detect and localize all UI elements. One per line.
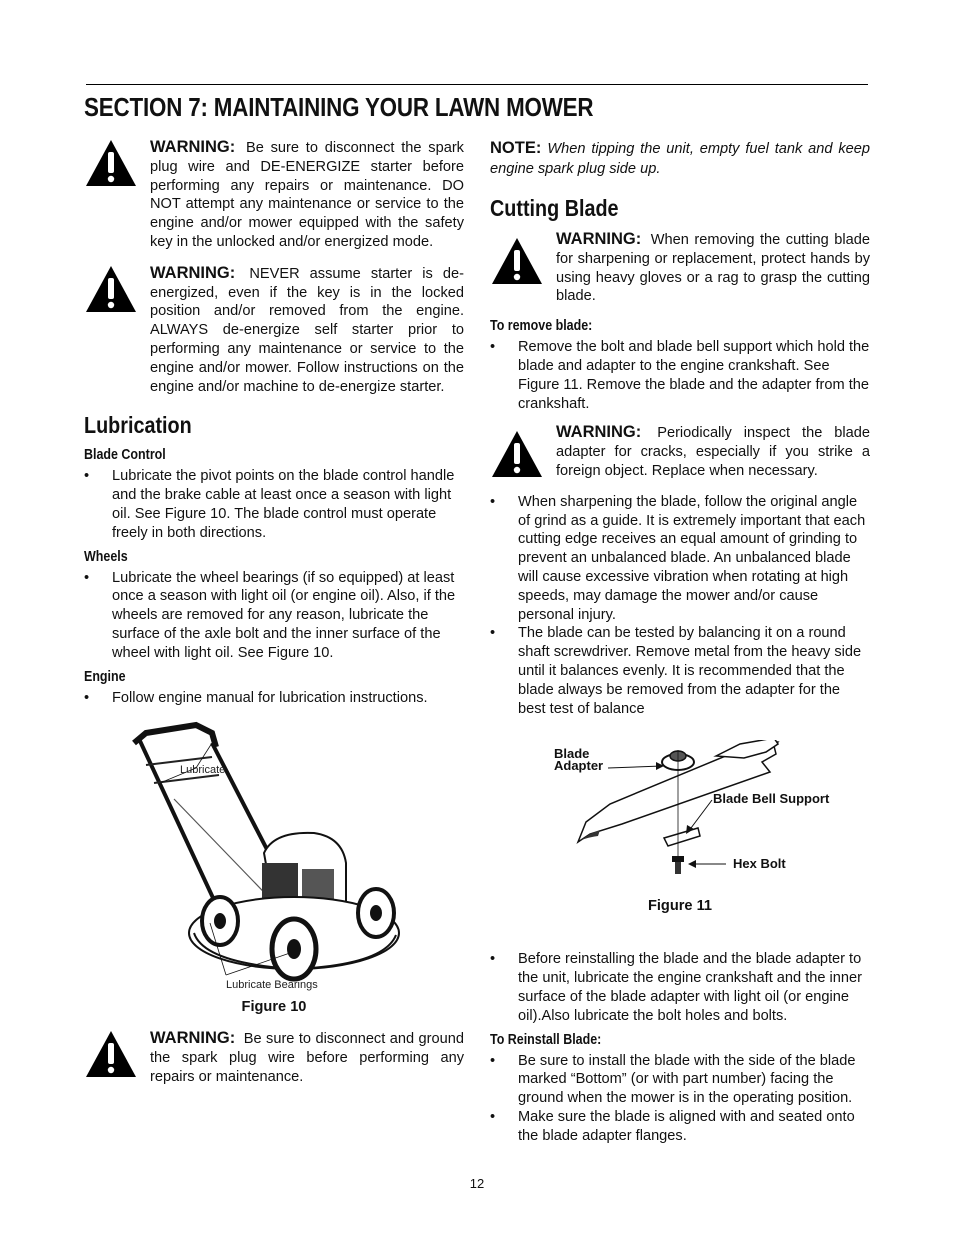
blade-control-heading: Blade Control (84, 447, 166, 464)
engine-heading: Engine (84, 668, 126, 685)
list-item: • Remove the bolt and blade bell support which hold the blade and adapter to the engine crankshaft. See Figure 11. Remove the blade and the adapter from the crankshaft. (490, 338, 870, 413)
warning-protect-hands (490, 230, 870, 306)
figure-11 (490, 740, 870, 950)
right-column (490, 138, 870, 1146)
reinstall-blade-list (490, 1052, 870, 1146)
list-item: • Lubricate the wheel bearings (if so equipped) at least once a season with light oil (or engine oil). Also, if the wheels are removed for any reason, lubricate the surface of the axle bolt and the inner surface of the wheel with light oil. See Figure 10. (84, 569, 464, 663)
figure-label-hex-bolt: Hex Bolt (733, 856, 786, 872)
warning-disconnect-spark-plug (84, 138, 464, 252)
wheels-list (84, 569, 464, 663)
list-item: • The blade can be tested by balancing it on a round shaft screwdriver. Remove metal from the heavy side until it balances evenly. It is recommended that the blade always be removed from the adapter for the best test of balance (490, 624, 870, 718)
warning-triangle-icon (490, 429, 544, 479)
warning-triangle-icon (84, 264, 138, 314)
warning-body: Be sure to disconnect and ground the spark plug wire before performing any repairs or maintenance. (150, 1031, 464, 1085)
warning-triangle-icon (490, 236, 544, 286)
figure-10 (84, 713, 464, 1023)
note (490, 138, 870, 179)
warning-ground-spark-plug (84, 1029, 464, 1086)
cutting-blade-illustration (490, 740, 870, 920)
wheels-heading: Wheels (84, 548, 128, 565)
remove-blade-list (490, 338, 870, 413)
reinstall-pre-list (490, 950, 870, 1025)
warning-body: When removing the cutting blade for sharpening or replacement, protect hands by using heavy gloves or a rag to grasp the cutting blade. (556, 232, 870, 305)
warning-triangle-icon (84, 1029, 138, 1079)
list-item: • Before reinstalling the blade and the blade adapter to the unit, lubricate the engine crankshaft and the inner surface of the blade adapter with light oil (or engine oil).Also lubricate the bolt holes and bolts. (490, 950, 870, 1025)
list-item: • Make sure the blade is aligned with and seated onto the blade adapter flanges. (490, 1108, 870, 1146)
figure-label-lubricate: Lubricate (180, 764, 226, 777)
warning-label: WARNING: (150, 263, 236, 282)
warning-label: WARNING: (556, 230, 642, 248)
list-item: • Be sure to install the blade with the side of the blade marked “Bottom” (or with part number) facing the ground when the mower is in the operating position. (490, 1052, 870, 1108)
reinstall-blade-heading: To Reinstall Blade: (490, 1031, 602, 1048)
warning-de-energize-starter (84, 264, 464, 397)
section-title: SECTION 7: MAINTAINING YOUR LAWN MOWER (84, 92, 594, 122)
sharpen-list (490, 493, 870, 719)
warning-body: NEVER assume starter is de-energized, even if the key is in the locked position and/or removed from the engine. ALWAYS de-energize self starter prior to performing any maintenance or service to the engine and/or mower. Follow instructions on the engine and/or machine to de-energize starter. (150, 265, 464, 395)
remove-blade-heading: To remove blade: (490, 318, 593, 335)
figure-11-caption: Figure 11 (647, 898, 713, 915)
note-body: When tipping the unit, empty fuel tank and keep engine spark plug side up. (490, 141, 870, 177)
list-item: • Follow engine manual for lubrication instructions. (84, 689, 464, 708)
figure-label-blade-bell-support: Blade Bell Support (713, 791, 830, 807)
warning-label: WARNING: (150, 138, 236, 156)
figure-label-lubricate-bearings: Lubricate Bearings (226, 979, 318, 992)
engine-list (84, 689, 464, 708)
warning-text (150, 264, 464, 397)
figure-10-caption: Figure 10 (241, 999, 307, 1016)
lubrication-heading: Lubrication (84, 412, 192, 439)
warning-triangle-icon (84, 138, 138, 188)
warning-text (150, 138, 464, 252)
cutting-blade-heading: Cutting Blade (490, 195, 619, 221)
warning-inspect-adapter (490, 423, 870, 480)
warning-body: Periodically inspect the blade adapter for cracks, especially if you strike a foreign object. Replace when necessary. (556, 425, 870, 479)
top-rule (86, 84, 868, 85)
note-label: NOTE: (490, 139, 542, 157)
list-item: • Lubricate the pivot points on the blade control handle and the brake cable at least once a season with light oil. See Figure 10. The blade control must operate freely in both directions. (84, 467, 464, 542)
warning-text (556, 230, 870, 306)
blade-control-list (84, 467, 464, 542)
page-number: 12 (469, 1176, 485, 1191)
warning-body: Be sure to disconnect the spark plug wire and DE-ENERGIZE starter before performing any repairs or maintenance. DO NOT attempt any maintenance or service to the engine and/or mower equipped with the safety key in the unlocked and/or energized mode. (150, 140, 464, 250)
left-column (84, 138, 464, 1099)
figure-label-blade: Blade (554, 746, 590, 762)
figure-label-adapter: Adapter (554, 758, 604, 774)
warning-label: WARNING: (150, 1029, 236, 1048)
list-item: • When sharpening the blade, follow the original angle of grind as a guide. It is extremely important that each cutting edge receives an equal amount of grinding to prevent an unbalanced blade. An unbalanced blade will cause excessive vibration when rotating at high speeds, may damage the mower and/or cause personal injury. (490, 493, 870, 625)
lawn-mower-illustration (84, 713, 464, 1003)
warning-text (556, 423, 870, 480)
warning-text (150, 1029, 464, 1086)
warning-label: WARNING: (556, 423, 642, 442)
